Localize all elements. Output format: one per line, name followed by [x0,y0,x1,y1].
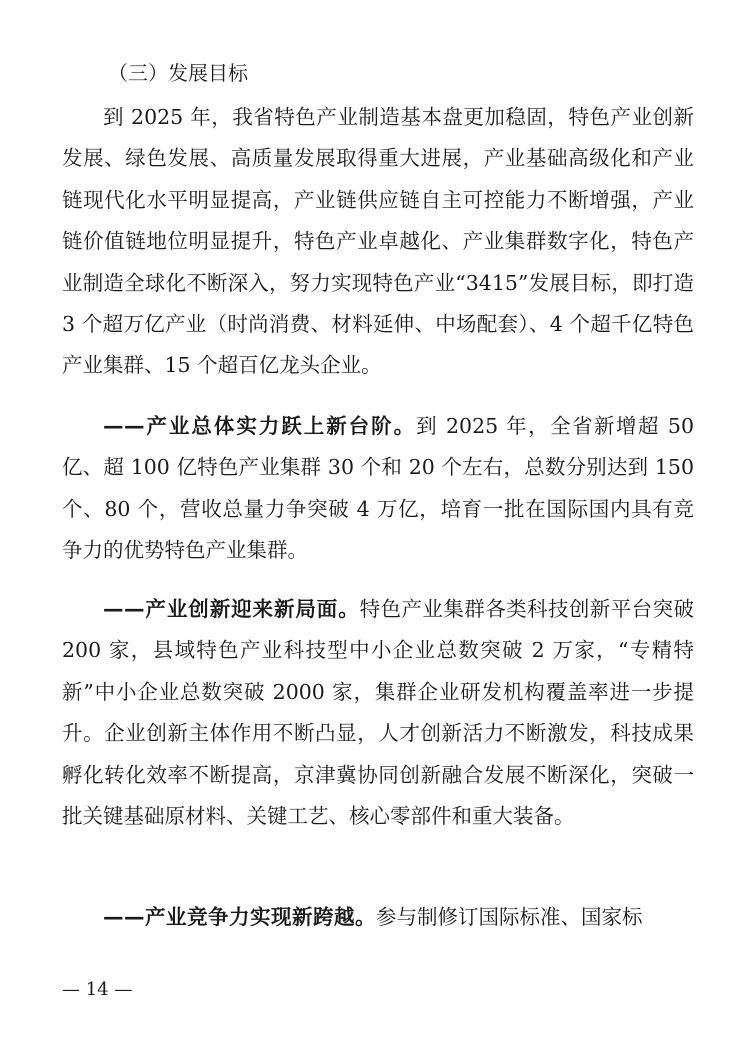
paragraph-lead: ——产业竞争力实现新跨越。 [103,905,376,929]
page-number: — 14 — [62,979,133,1000]
paragraph-innovation [62,589,694,837]
paragraph-text: 到 2025 年，全省新增超 50 亿、超 100 亿特色产业集群 30 个和 20 个左右，总数分别达到 150 个、80 个，营收总量力争突破 4 万亿，培育一批在国际国内具有竞争力的优势特色产业集群。 [62,414,694,563]
paragraph-text: 到 2025 年，我省特色产业制造基本盘更加稳固，特色产业创新发展、绿色发展、高质量发展取得重大进展，产业基础高级化和产业链现代化水平明显提高，产业链供应链自主可控能力不断增强，产业链价值链地位明显提升，特色产业卓越化、产业集群数字化，特色产业制造全球化不断深入，努力实现特色产业“3415”发展目标，即打造 3 个超万亿产业（时尚消费、材料延伸、中场配套）、4 个超千亿特色产业集群、15 个超百亿龙头企业。 [62,105,694,378]
paragraph-industry-strength [62,406,694,572]
paragraph-overall-goal [62,97,694,387]
paragraph-lead: ——产业创新迎来新局面。 [103,597,360,621]
paragraph-text: 参与制修订国际标准、国家标 [376,905,643,929]
paragraph-competitiveness [62,897,694,938]
paragraph-lead: ——产业总体实力跃上新台阶。 [103,414,417,438]
section-heading: （三）发展目标 [108,61,248,85]
paragraph-text: 特色产业集群各类科技创新平台突破 200 家，县域特色产业科技型中小企业总数突破 2 万家，“专精特新”中小企业总数突破 2000 家，集群企业研发机构覆盖率进一步提升。企业创新主体作用不断凸显，人才创新活力不断激发，科技成果孵化转化效率不断提高，京津冀协同创新融合发展不断深化，突破一批关键基础原材料、关键工艺、核心零部件和重大装备。 [62,597,695,829]
